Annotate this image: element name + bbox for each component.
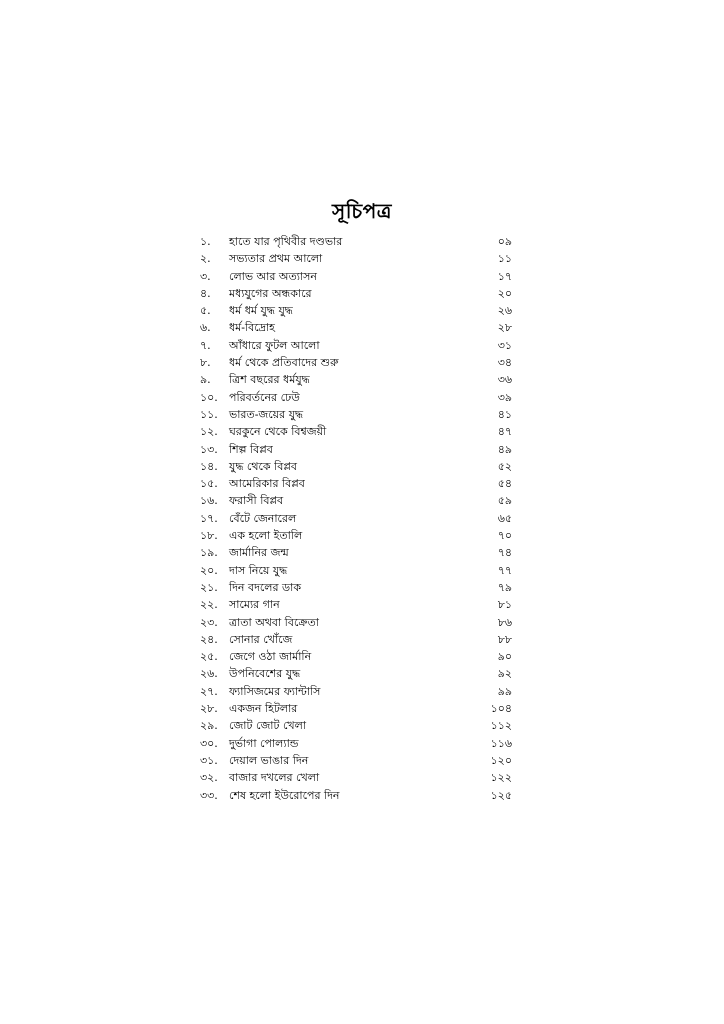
toc-entry-page: ৮৮ bbox=[497, 632, 512, 646]
toc-entry-number: ২৪. bbox=[200, 632, 218, 646]
page-title: সূচিপত্র bbox=[332, 199, 392, 223]
toc-entry-title: শিল্প বিপ্লব bbox=[229, 442, 273, 456]
toc-entry-number: ২৯. bbox=[200, 719, 218, 733]
toc-entry-page: ৩৯ bbox=[497, 390, 512, 404]
toc-entry-page: ১০৪ bbox=[490, 702, 512, 716]
toc-entry-title: বাজার দখলের খেলা bbox=[229, 771, 320, 785]
toc-entry-page: ৮৬ bbox=[497, 615, 512, 629]
toc-entry-number: ২৭. bbox=[200, 684, 218, 698]
toc-entry bbox=[200, 631, 512, 648]
toc-entry-page: ২০ bbox=[497, 286, 512, 300]
toc-entry-title: দাস নিয়ে যুদ্ধ bbox=[229, 563, 288, 577]
toc-entry-page: ১২০ bbox=[490, 753, 512, 767]
toc-entry-title: যুদ্ধ থেকে বিপ্লব bbox=[229, 459, 298, 473]
toc-entry-number: ৪. bbox=[200, 286, 211, 300]
toc-entry-page: ২৮ bbox=[497, 321, 512, 335]
toc-entry-page: ৩৪ bbox=[497, 356, 512, 370]
toc-entry bbox=[200, 735, 512, 752]
toc-entry-number: ২২. bbox=[200, 598, 218, 612]
toc-entry-title: মধ্যযুগের অন্ধকারে bbox=[229, 286, 312, 300]
toc-entry-page: ৫৪ bbox=[497, 477, 512, 491]
toc-entry bbox=[200, 752, 512, 769]
toc-entry-page: ১২২ bbox=[490, 771, 512, 785]
toc-entry-page: ০৯ bbox=[497, 235, 512, 248]
toc-entry-page: ২৬ bbox=[497, 304, 512, 318]
toc-entry-number: ১৭. bbox=[200, 511, 218, 525]
toc-entry-number: ৭. bbox=[200, 338, 211, 352]
toc-entry-page: ৭৭ bbox=[497, 563, 512, 577]
toc-entry-page: ১১৬ bbox=[490, 736, 512, 750]
toc-entry-number: ১৩. bbox=[200, 442, 218, 456]
toc-entry-title: ধর্ম থেকে প্রতিবাদের শুরু bbox=[229, 356, 339, 370]
toc-entry-title: এক হলো ইতালি bbox=[229, 529, 303, 543]
toc-entry-page: ৫২ bbox=[497, 459, 512, 473]
toc-entry-page: ৬৫ bbox=[497, 511, 512, 525]
toc-entry-number: ২৬. bbox=[200, 667, 218, 681]
toc-entry-number: ২৫. bbox=[200, 650, 218, 664]
toc-entry-title: দুর্ভাগা পোল্যান্ড bbox=[229, 736, 299, 750]
toc-entry-title: হাতে যার পৃথিবীর দণ্ডভার bbox=[229, 235, 343, 248]
toc-entry-title: জেগে ওঠা জার্মানি bbox=[229, 650, 312, 664]
toc-entry bbox=[200, 787, 512, 804]
toc-entry-page: ১৭ bbox=[497, 269, 512, 283]
toc-entry-number: ৩. bbox=[200, 269, 211, 283]
toc-entry-title: বেঁটে জেনারেল bbox=[229, 511, 297, 525]
toc-entry-number: ১. bbox=[200, 235, 211, 248]
toc-entry-page: ৭৯ bbox=[497, 580, 512, 594]
toc-entry bbox=[200, 441, 512, 458]
toc-entry-title: ধর্ম-বিদ্রোহ bbox=[229, 321, 275, 335]
toc-entry bbox=[200, 648, 512, 665]
toc-entry-number: ৩২. bbox=[200, 771, 218, 785]
toc-entry-number: ৩০. bbox=[200, 736, 218, 750]
toc-entry bbox=[200, 614, 512, 631]
toc-entry-title: আঁধারে ফুটল আলো bbox=[229, 338, 320, 352]
table-of-contents bbox=[200, 233, 512, 804]
toc-entry bbox=[200, 562, 512, 579]
toc-entry-number: ৮. bbox=[200, 356, 211, 370]
toc-entry bbox=[200, 250, 512, 267]
toc-entry-number: ১৬. bbox=[200, 494, 218, 508]
toc-entry-page: ৫৯ bbox=[497, 494, 512, 508]
toc-entry-page: ৯৯ bbox=[497, 684, 512, 698]
toc-entry-title: উপনিবেশের যুদ্ধ bbox=[229, 667, 301, 681]
toc-entry-page: ৭০ bbox=[497, 529, 512, 543]
toc-entry-page: ৯২ bbox=[497, 667, 512, 681]
toc-entry-number: ২০. bbox=[200, 563, 218, 577]
toc-entry-page: ৪৯ bbox=[497, 442, 512, 456]
toc-entry-title: ফ্যাসিজমের ফ্যান্টাসি bbox=[229, 684, 321, 698]
toc-entry bbox=[200, 319, 512, 336]
toc-entry bbox=[200, 544, 512, 561]
toc-entry-page: ৯০ bbox=[497, 650, 512, 664]
toc-entry bbox=[200, 475, 512, 492]
toc-entry-number: ১৫. bbox=[200, 477, 218, 491]
toc-entry-number: ২১. bbox=[200, 580, 218, 594]
toc-entry-number: ৫. bbox=[200, 304, 211, 318]
toc-entry-number: ২৮. bbox=[200, 702, 218, 716]
toc-entry-number: ১২. bbox=[200, 425, 218, 439]
toc-entry bbox=[200, 285, 512, 302]
toc-entry bbox=[200, 337, 512, 354]
toc-entry-title: একজন হিটলার bbox=[229, 702, 298, 716]
toc-entry bbox=[200, 717, 512, 734]
toc-entry bbox=[200, 596, 512, 613]
toc-entry bbox=[200, 423, 512, 440]
toc-entry-title: আমেরিকার বিপ্লব bbox=[229, 477, 305, 491]
toc-entry-number: ৩১. bbox=[200, 753, 218, 767]
toc-entry-title: লোভ আর অত্যাসন bbox=[229, 269, 317, 283]
toc-entry-page: ১১২ bbox=[490, 719, 512, 733]
toc-entry-title: সোনার খোঁজে bbox=[229, 632, 293, 646]
toc-entry bbox=[200, 458, 512, 475]
toc-entry bbox=[200, 527, 512, 544]
toc-entry bbox=[200, 769, 512, 786]
toc-entry-number: ১১. bbox=[200, 407, 218, 421]
toc-entry-title: ত্রাতা অথবা বিক্রেতা bbox=[229, 615, 320, 629]
toc-entry-number: ১৪. bbox=[200, 459, 218, 473]
toc-entry-number: ২৩. bbox=[200, 615, 218, 629]
toc-entry-title: সভ্যতার প্রথম আলো bbox=[229, 252, 323, 266]
toc-entry bbox=[200, 371, 512, 388]
toc-entry-number: ১৮. bbox=[200, 529, 218, 543]
toc-entry-title: পরিবর্তনের ঢেউ bbox=[229, 390, 300, 404]
toc-entry bbox=[200, 302, 512, 319]
toc-entry-title: জার্মানির জন্ম bbox=[229, 546, 289, 560]
toc-entry-page: ৩১ bbox=[497, 338, 512, 352]
toc-entry bbox=[200, 700, 512, 717]
toc-entry bbox=[200, 406, 512, 423]
toc-entry-title: সাম্যের গান bbox=[229, 598, 280, 612]
toc-entry bbox=[200, 354, 512, 371]
toc-entry-title: ঘরকুনে থেকে বিশ্বজয়ী bbox=[229, 425, 327, 439]
toc-entry bbox=[200, 579, 512, 596]
toc-entry-number: ১০. bbox=[200, 390, 218, 404]
toc-entry bbox=[200, 233, 512, 250]
toc-entry-title: ভারত-জয়ের যুদ্ধ bbox=[229, 407, 304, 421]
toc-entry bbox=[200, 389, 512, 406]
toc-entry-page: ৮১ bbox=[497, 598, 512, 612]
toc-entry-page: ৪৭ bbox=[497, 425, 512, 439]
toc-entry-title: ফরাসী বিপ্লব bbox=[229, 494, 284, 508]
toc-entry-page: ৭৪ bbox=[497, 546, 512, 560]
toc-entry bbox=[200, 683, 512, 700]
toc-entry-title: শেষ হলো ইউরোপের দিন bbox=[229, 788, 340, 802]
toc-entry-number: ১৯. bbox=[200, 546, 218, 560]
toc-entry-title: ত্রিশ বছরের ধর্মযুদ্ধ bbox=[229, 373, 310, 387]
toc-entry-number: ৯. bbox=[200, 373, 211, 387]
toc-entry-title: ধর্ম ধর্ম যুদ্ধ যুদ্ধ bbox=[229, 304, 293, 318]
toc-entry bbox=[200, 492, 512, 509]
toc-entry-page: ৪১ bbox=[497, 407, 512, 421]
toc-entry-page: ১১ bbox=[497, 252, 512, 266]
toc-entry-title: জোট জোট খেলা bbox=[229, 719, 307, 733]
toc-entry-number: ৩৩. bbox=[200, 788, 218, 802]
toc-entry bbox=[200, 665, 512, 682]
toc-entry-title: দিন বদলের ডাক bbox=[229, 580, 302, 594]
toc-entry-page: ১২৫ bbox=[490, 788, 512, 802]
toc-entry-number: ২. bbox=[200, 252, 211, 266]
toc-entry bbox=[200, 510, 512, 527]
toc-entry-title: দেয়াল ভাঙার দিন bbox=[229, 753, 309, 767]
toc-entry-page: ৩৬ bbox=[497, 373, 512, 387]
toc-entry-number: ৬. bbox=[200, 321, 211, 335]
toc-entry bbox=[200, 268, 512, 285]
